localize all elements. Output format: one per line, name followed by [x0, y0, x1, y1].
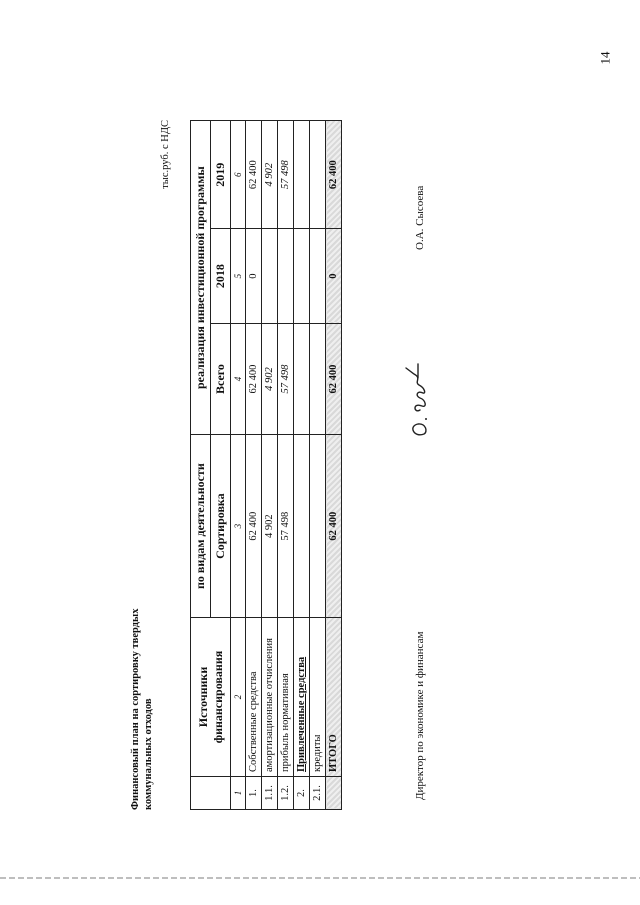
col-index: 6 [231, 121, 246, 229]
row-2019: 57 498 [278, 121, 294, 229]
document-title: Финансовый план на сортировку твердых коммунальных отходов [130, 608, 154, 810]
row-sorting [310, 435, 326, 618]
row-number [326, 777, 342, 810]
row-total [310, 323, 326, 434]
table-total-row [326, 121, 342, 810]
col-index: 4 [231, 323, 246, 434]
row-sorting: 57 498 [278, 435, 294, 618]
signer-title: Директор по экономике и финансам [414, 631, 426, 800]
signature-block [400, 120, 440, 810]
header-sources: Источники финансирования [191, 618, 231, 777]
row-total: 62 400 [326, 323, 342, 434]
column-index-row [231, 121, 246, 810]
handwritten-signature [400, 360, 434, 440]
row-source: амортизационные отчисления [262, 618, 278, 777]
header-number [191, 777, 231, 810]
header-2018: 2018 [211, 229, 231, 323]
row-2019: 62 400 [246, 121, 262, 229]
header-2019: 2019 [211, 121, 231, 229]
row-number: 2. [294, 777, 310, 810]
row-2018 [294, 229, 310, 323]
header-total: Всего [211, 323, 231, 434]
col-index: 5 [231, 229, 246, 323]
row-2019 [310, 121, 326, 229]
row-source: прибыль нормативная [278, 618, 294, 777]
row-source: кредиты [310, 618, 326, 777]
row-total [294, 323, 310, 434]
row-2019: 4 902 [262, 121, 278, 229]
table-row [278, 121, 294, 810]
row-total: 4 902 [262, 323, 278, 434]
row-2018 [310, 229, 326, 323]
col-index: 2 [231, 618, 246, 777]
document-sheet [120, 100, 440, 820]
row-number: 1.1. [262, 777, 278, 810]
row-total: 57 498 [278, 323, 294, 434]
financing-table [190, 120, 342, 810]
table-row [262, 121, 278, 810]
row-sorting [294, 435, 310, 618]
row-source: ИТОГО [326, 618, 342, 777]
row-sorting: 62 400 [326, 435, 342, 618]
row-2018: 0 [326, 229, 342, 323]
header-sorting: Сортировка [211, 435, 231, 618]
row-2018 [278, 229, 294, 323]
col-index: 1 [231, 777, 246, 810]
row-2018 [262, 229, 278, 323]
row-source: Привлеченные средства [294, 618, 310, 777]
row-number: 1.2. [278, 777, 294, 810]
scan-edge-line [0, 877, 640, 879]
row-2018: 0 [246, 229, 262, 323]
row-2019 [294, 121, 310, 229]
row-number: 2.1. [310, 777, 326, 810]
table-row [294, 121, 310, 810]
row-sorting: 4 902 [262, 435, 278, 618]
signer-name: О.А. Сысоева [414, 185, 426, 250]
header-program: реализация инвестиционной программы [191, 121, 211, 435]
page-number: 14 [597, 51, 613, 65]
col-index: 3 [231, 435, 246, 618]
unit-note: тыс.руб. с НДС [160, 120, 171, 189]
table-row [246, 121, 262, 810]
row-sorting: 62 400 [246, 435, 262, 618]
row-source: Собственные средства [246, 618, 262, 777]
table-row [310, 121, 326, 810]
table-header-row [191, 121, 211, 810]
row-total: 62 400 [246, 323, 262, 434]
row-2019: 62 400 [326, 121, 342, 229]
row-number: 1. [246, 777, 262, 810]
header-by-activity: по видам деятельности [191, 435, 211, 618]
